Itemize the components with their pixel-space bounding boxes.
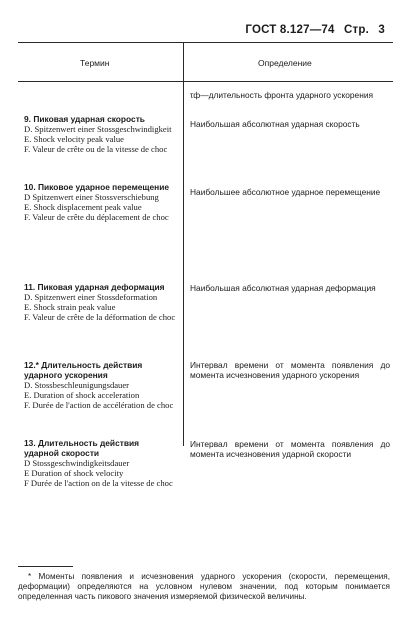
term-german: D. Spitzenwert einer Stossgeschwindigkeit — [24, 124, 172, 134]
term-english: E. Shock strain peak value — [24, 302, 116, 312]
column-header-definition: Определение — [258, 58, 312, 68]
term-definition: Наибольшая абсолютная ударная скорость — [190, 119, 360, 129]
term-english: E. Shock velocity peak value — [24, 134, 124, 144]
term-english: E Duration of shock velocity — [24, 468, 124, 478]
term-german: D Spitzenwert einer Stossverschiebung — [24, 192, 159, 202]
table-header-rule — [18, 81, 393, 82]
term-english: E. Shock displacement peak value — [24, 202, 142, 212]
page-number: 3 — [378, 24, 385, 36]
term-english: E. Duration of shock acceleration — [24, 390, 140, 400]
term-title: 11. Пиковая ударная деформация — [24, 282, 165, 292]
term-entry — [24, 182, 176, 222]
term-definition: Наибольшая абсолютная ударная деформация — [190, 283, 376, 293]
column-header-term: Термин — [80, 58, 110, 68]
term-title: 10. Пиковое ударное перемещение — [24, 182, 170, 192]
term-french: F. Valeur de crête de la déformation de choc — [24, 312, 176, 322]
standard-code: ГОСТ 8.127—74 — [245, 24, 335, 36]
table-top-rule — [18, 42, 393, 43]
term-french: F. Durée de l'action de accélération de choc — [24, 400, 174, 410]
term-definition: Интервал времени от момента появления до момента исчезновения ударной скорости — [190, 439, 390, 459]
term-title: 12.* Длительность действия ударного ускорения — [24, 360, 143, 380]
term-french: F. Valeur de crête ou de la vitesse de choc — [24, 144, 168, 154]
terms-table — [18, 42, 393, 547]
footnote-rule — [18, 566, 73, 567]
column-divider — [183, 42, 184, 446]
term-entry — [24, 360, 176, 410]
term-title: 9. Пиковая ударная скорость — [24, 114, 145, 124]
term-french: F. Valeur de crête du déplacement de choc — [24, 212, 169, 222]
term-entry — [24, 438, 176, 488]
term-title: 13. Длительность действия ударной скорости — [24, 438, 140, 458]
term-definition: Наибольшее абсолютное ударное перемещение — [190, 187, 381, 197]
page-header — [239, 24, 385, 36]
intro-definition: τф—длительность фронта ударного ускорения — [190, 90, 374, 100]
term-entry — [24, 114, 176, 154]
term-definition: Интервал времени от момента появления до момента исчезновения ударного ускорения — [190, 360, 390, 380]
page-label: Стр. — [344, 24, 369, 36]
term-german: D. Spitzenwert einer Stossdeformation — [24, 292, 158, 302]
term-german: D Stossgeschwindigkeitsdauer — [24, 458, 130, 468]
footnote: * Моменты появления и исчезновения ударного ускорения (скорости, перемещения, деформации) определяются на условном нулевом значении, под которым понимается определенная часть пикового значения измеряемой физической величины. — [18, 572, 390, 601]
term-german: D. Stossbeschleunigungsdauer — [24, 380, 130, 390]
term-entry — [24, 282, 176, 322]
term-french: F Durée de l'action on de la vitesse de choc — [24, 478, 173, 488]
